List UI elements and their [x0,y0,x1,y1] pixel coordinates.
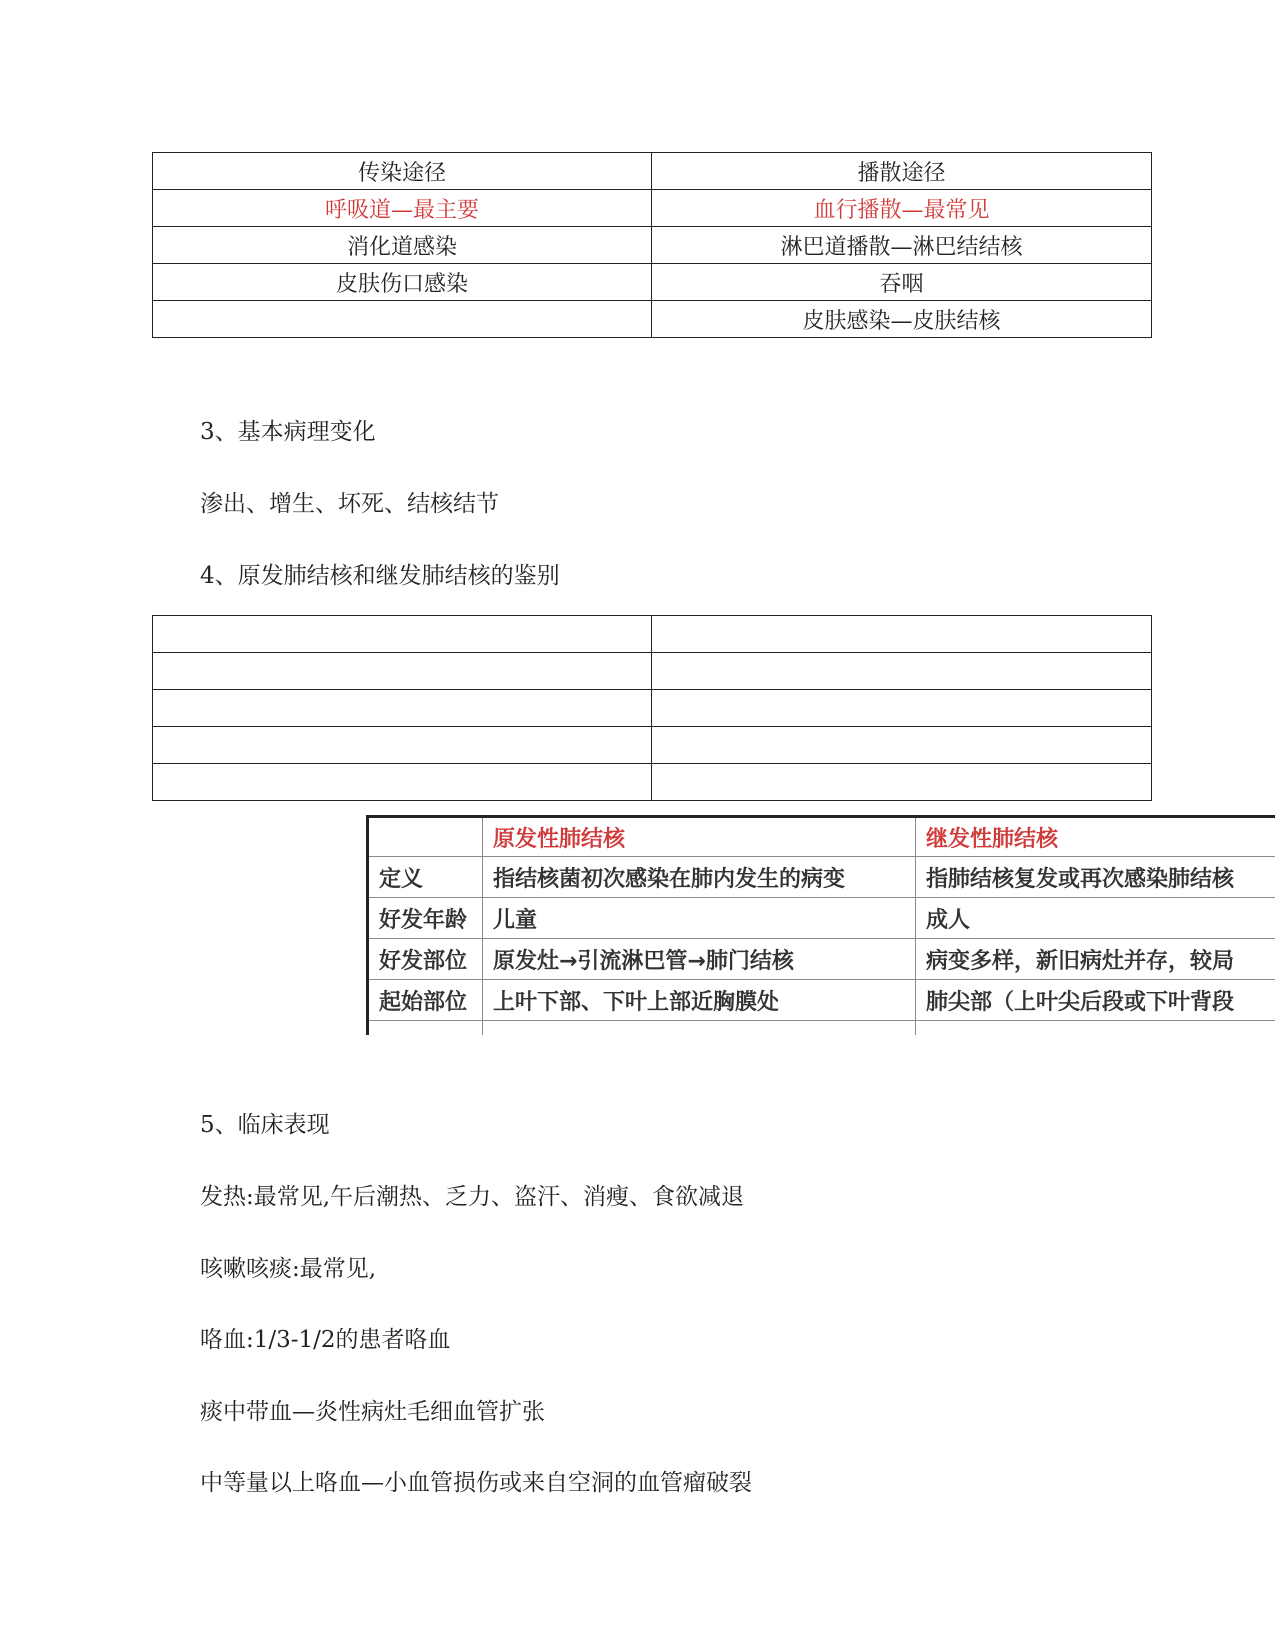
empty-table [152,615,1152,801]
table-cell: 血行播散—最常见 [652,190,1152,227]
row-label: 定义 [368,857,483,898]
table-cell [153,653,652,690]
table-cell: 指肺结核复发或再次感染肺结核 [916,857,1275,898]
table-row [153,227,1152,264]
clinical-line: 痰中带血—炎性病灶毛细血管扩张 [200,1399,545,1425]
table-cell: 皮肤伤口感染 [153,264,652,301]
table-cell: 呼吸道—最主要 [153,190,652,227]
table-cell [652,690,1152,727]
table-row [153,264,1152,301]
table-row [153,301,1152,338]
table-cell: 指结核菌初次感染在肺内发生的病变 [483,857,916,898]
comparison-table [366,815,1275,1035]
table-cell [153,301,652,338]
table-row [153,690,1152,727]
clinical-line: 咳嗽咳痰:最常见, [200,1256,377,1282]
header-transmission-route: 传染途径 [153,153,652,190]
table-cell [368,1021,483,1036]
clinical-line: 发热:最常见,午后潮热、乏力、盗汗、消瘦、食欲减退 [200,1184,745,1210]
section-4-heading: 4、原发肺结核和继发肺结核的鉴别 [200,563,560,589]
clinical-line: 咯血:1/3-1/2的患者咯血 [200,1327,451,1353]
row-label: 起始部位 [368,980,483,1021]
table-cell [483,1021,916,1036]
header-corner-cell [368,817,483,857]
table-cell: 成人 [916,898,1275,939]
section-5-heading: 5、临床表现 [200,1112,330,1138]
table-cell [652,727,1152,764]
table-header-row [153,153,1152,190]
table-cell [153,727,652,764]
header-secondary-tb: 继发性肺结核 [916,817,1275,857]
table-cell [153,690,652,727]
table-cell: 儿童 [483,898,916,939]
comparison-table-image [366,815,1275,1035]
table-row [153,727,1152,764]
table-row [153,764,1152,801]
table-row [368,939,1275,980]
table-cell: 消化道感染 [153,227,652,264]
table-row [153,616,1152,653]
table-cell [652,764,1152,801]
table-header-row [368,817,1275,857]
clinical-line: 中等量以上咯血—小血管损伤或来自空洞的血管瘤破裂 [200,1470,752,1496]
header-primary-tb: 原发性肺结核 [483,817,916,857]
table-cell [153,764,652,801]
row-label: 好发年龄 [368,898,483,939]
section-3-heading: 3、基本病理变化 [200,419,376,445]
table-cell [652,653,1152,690]
table-cell: 肺尖部（上叶尖后段或下叶背段 [916,980,1275,1021]
table-cell [153,616,652,653]
table-row [153,190,1152,227]
section-3-text: 渗出、增生、坏死、结核结节 [200,491,499,517]
header-dissemination-route: 播散途径 [652,153,1152,190]
table-cell [652,616,1152,653]
route-table [152,152,1152,338]
table-row [368,857,1275,898]
table-row [368,898,1275,939]
table-row [368,1021,1275,1036]
table-cell: 皮肤感染—皮肤结核 [652,301,1152,338]
table-cell: 淋巴道播散—淋巴结结核 [652,227,1152,264]
row-label: 好发部位 [368,939,483,980]
table-cell: 原发灶→引流淋巴管→肺门结核 [483,939,916,980]
table-cell: 病变多样，新旧病灶并存，较局 [916,939,1275,980]
table-cell [916,1021,1275,1036]
table-row [368,980,1275,1021]
table-row [153,653,1152,690]
table-cell: 吞咽 [652,264,1152,301]
table-cell: 上叶下部、下叶上部近胸膜处 [483,980,916,1021]
